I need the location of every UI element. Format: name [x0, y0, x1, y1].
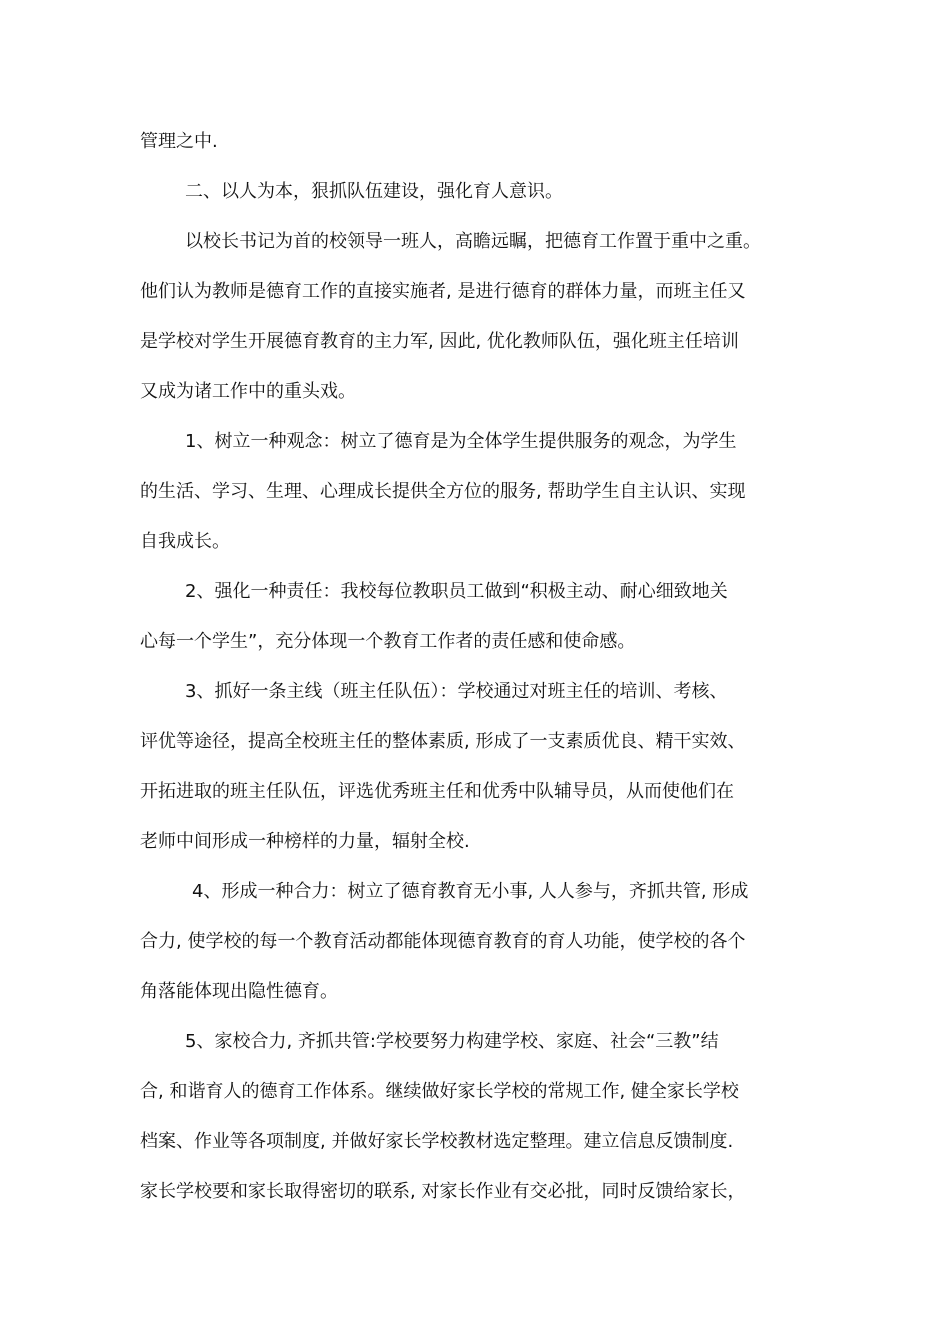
text-line: 1、树立一种观念：树立了德育是为全体学生提供服务的观念，为学生 [185, 431, 737, 452]
text-line: 2、强化一种责任：我校每位教职员工做到“积极主动、耐心细致地关 [185, 581, 728, 602]
text-line: 心每一个学生”，充分体现一个教育工作者的责任感和使命感。 [140, 631, 636, 652]
text-line: 他们认为教师是德育工作的直接实施者, 是进行德育的群体力量，而班主任又 [140, 281, 746, 302]
text-line: 评优等途径，提高全校班主任的整体素质, 形成了一支素质优良、精干实效、 [140, 731, 746, 752]
text-line: 家长学校要和家长取得密切的联系, 对家长作业有交必批，同时反馈给家长， [140, 1181, 746, 1202]
section-heading: 二、以人为本，狠抓队伍建设，强化育人意识。 [185, 181, 563, 202]
text-line: 4、形成一种合力：树立了德育教育无小事, 人人参与，齐抓共管, 形成 [192, 881, 749, 902]
text-line: 档案、作业等各项制度, 并做好家长学校教材选定整理。建立信息反馈制度. [140, 1131, 734, 1152]
text-line: 管理之中. [140, 131, 218, 152]
text-line: 合, 和谐育人的德育工作体系。继续做好家长学校的常规工作, 健全家长学校 [140, 1081, 739, 1102]
text-line: 自我成长。 [140, 531, 230, 552]
text-line: 以校长书记为首的校领导一班人，高瞻远瞩，把德育工作置于重中之重。 [185, 231, 761, 252]
text-line: 合力, 使学校的每一个教育活动都能体现德育教育的育人功能，使学校的各个 [140, 931, 746, 952]
text-line: 5、家校合力, 齐抓共管:学校要努力构建学校、家庭、社会“三教”结 [185, 1031, 719, 1052]
text-line: 老师中间形成一种榜样的力量，辐射全校. [140, 831, 470, 852]
text-line: 的生活、学习、生理、心理成长提供全方位的服务, 帮助学生自主认识、实现 [140, 481, 746, 502]
text-line: 开拓进取的班主任队伍，评选优秀班主任和优秀中队辅导员，从而使他们在 [140, 781, 734, 802]
text-line: 又成为诸工作中的重头戏。 [140, 381, 356, 402]
text-line: 角落能体现出隐性德育。 [140, 981, 338, 1002]
text-line: 是学校对学生开展德育教育的主力军, 因此, 优化教师队伍，强化班主任培训 [140, 331, 739, 352]
text-line: 3、抓好一条主线（班主任队伍）：学校通过对班主任的培训、考核、 [185, 681, 728, 702]
